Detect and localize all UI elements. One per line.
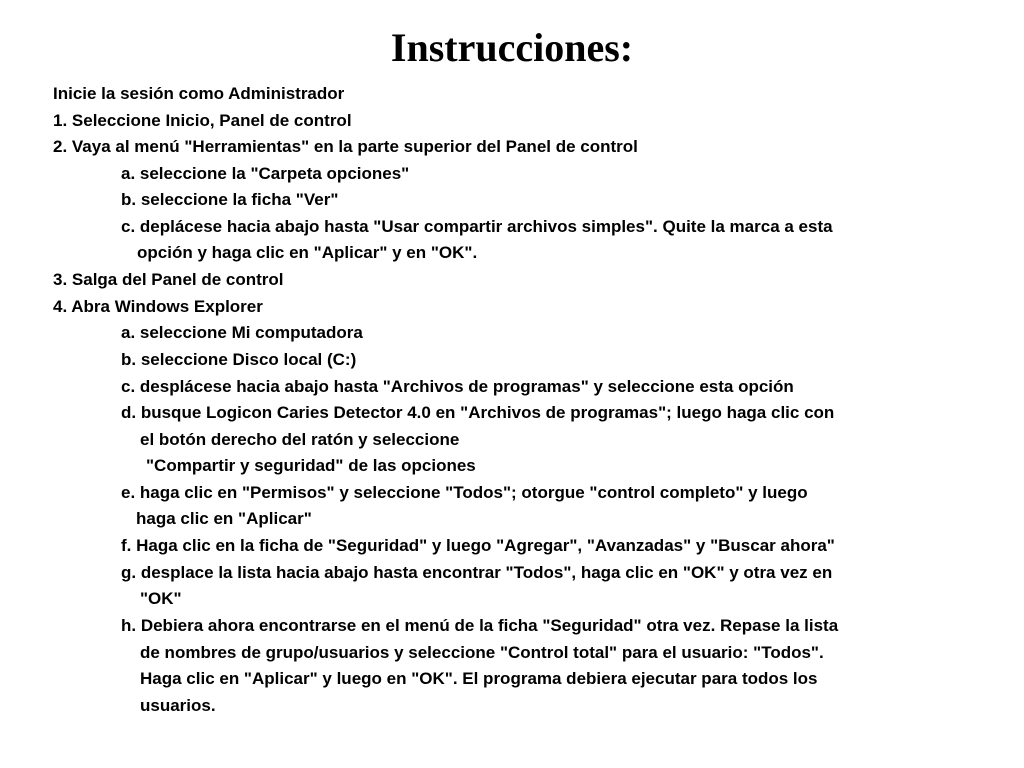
- instruction-line: haga clic en "Aplicar": [136, 509, 312, 528]
- instruction-line: Haga clic en "Aplicar" y luego en "OK". El programa debiera ejecutar para todos los: [140, 669, 818, 688]
- instruction-line: f. Haga clic en la ficha de "Seguridad" y luego "Agregar", "Avanzadas" y "Buscar ahora": [121, 536, 835, 555]
- instruction-line: el botón derecho del ratón y seleccione: [140, 430, 460, 449]
- instruction-line: g. desplace la lista hacia abajo hasta encontrar "Todos", haga clic en "OK" y otra vez en: [121, 563, 833, 582]
- instruction-line: a. seleccione Mi computadora: [121, 323, 363, 342]
- instruction-line: 2. Vaya al menú "Herramientas" en la parte superior del Panel de control: [53, 137, 638, 156]
- instruction-line: c. desplácese hacia abajo hasta "Archivos de programas" y seleccione esta opción: [121, 377, 794, 396]
- instruction-line: b. seleccione Disco local (C:): [121, 350, 357, 369]
- instruction-line: 3. Salga del Panel de control: [53, 270, 284, 289]
- instruction-line: usuarios.: [140, 696, 216, 715]
- instruction-line: b. seleccione la ficha "Ver": [121, 190, 339, 209]
- instruction-line: e. haga clic en "Permisos" y seleccione "Todos"; otorgue "control completo" y luego: [121, 483, 808, 502]
- instruction-line: c. deplácese hacia abajo hasta "Usar compartir archivos simples". Quite la marca a esta: [121, 217, 833, 236]
- instruction-line: d. busque Logicon Caries Detector 4.0 en "Archivos de programas"; luego haga clic con: [121, 403, 835, 422]
- instruction-line: h. Debiera ahora encontrarse en el menú de la ficha "Seguridad" otra vez. Repase la lista: [121, 616, 839, 635]
- instruction-line: opción y haga clic en "Aplicar" y en "OK".: [137, 243, 478, 262]
- instruction-line: "Compartir y seguridad" de las opciones: [146, 456, 476, 475]
- slide-title: Instrucciones:: [390, 25, 634, 70]
- instruction-line: 1. Seleccione Inicio, Panel de control: [53, 111, 352, 130]
- instruction-line: "OK": [140, 589, 182, 608]
- instruction-line: a. seleccione la "Carpeta opciones": [121, 164, 410, 183]
- instruction-line: 4. Abra Windows Explorer: [53, 297, 263, 316]
- instruction-line: de nombres de grupo/usuarios y seleccione "Control total" para el usuario: "Todos".: [140, 643, 824, 662]
- instruction-line: Inicie la sesión como Administrador: [53, 84, 345, 103]
